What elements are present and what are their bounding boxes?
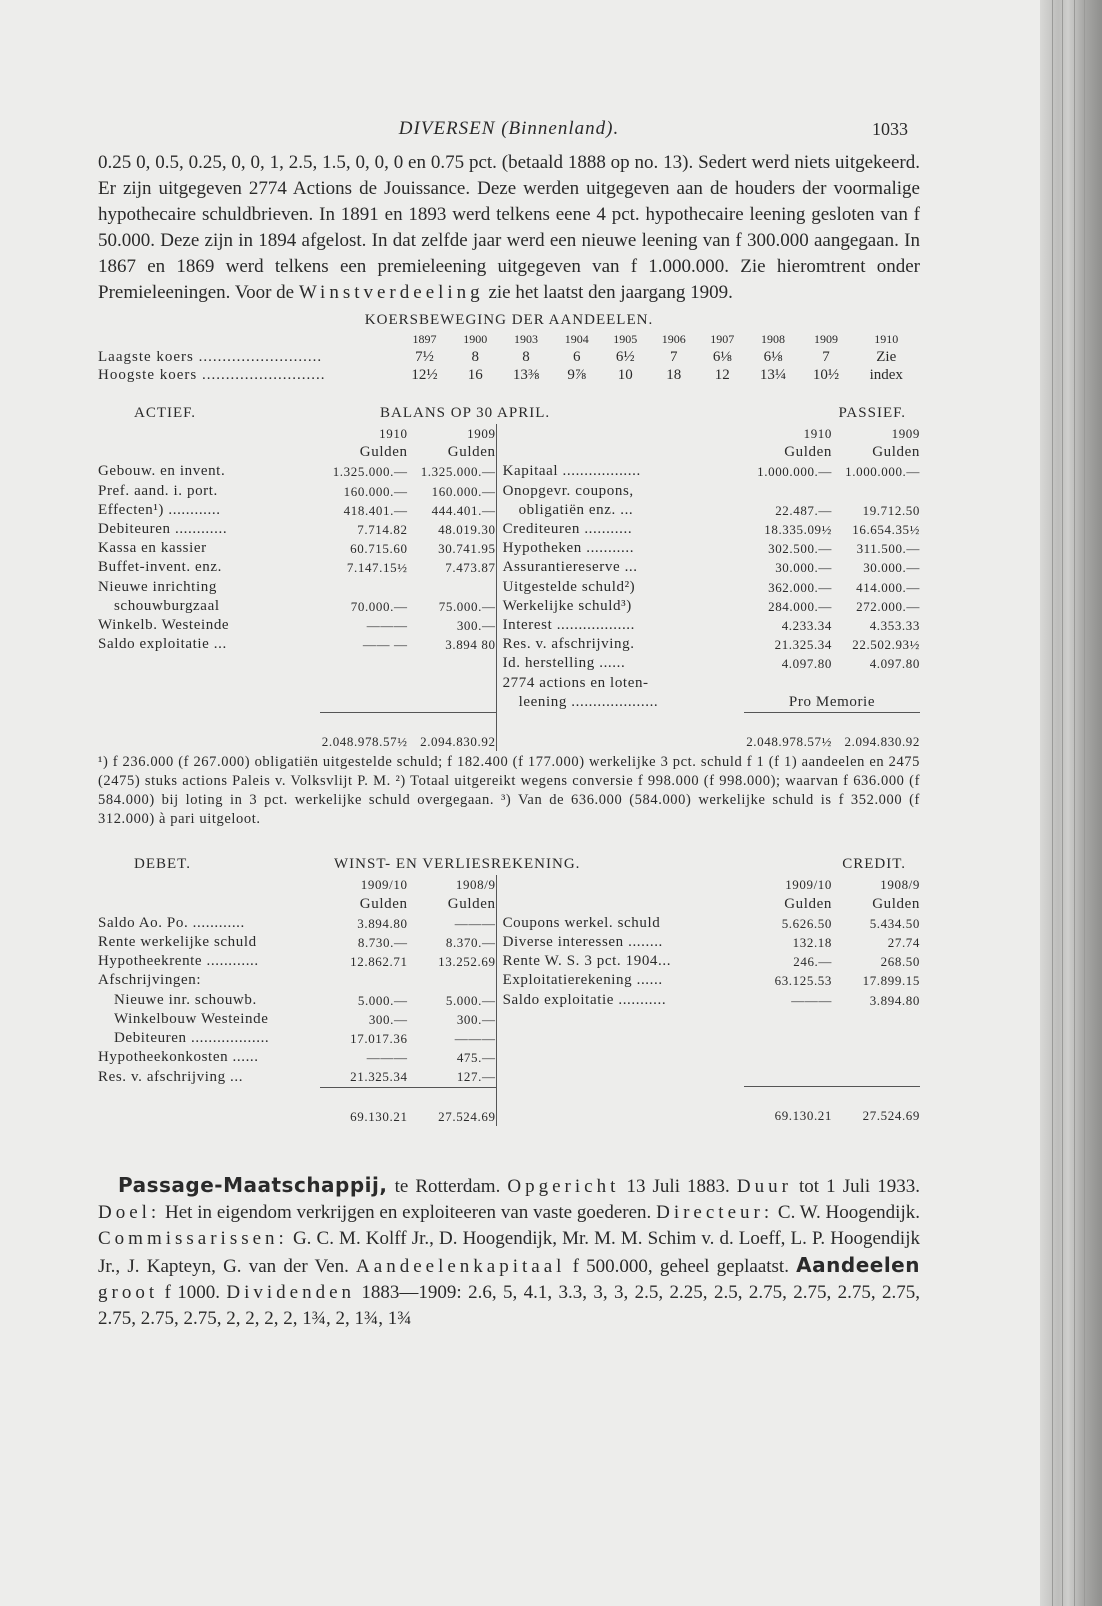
passief-year-col: 1909: [891, 426, 920, 441]
credit-label: Coupons werkel. schuld: [502, 914, 661, 931]
debet-label: Rente werkelijke schuld: [98, 934, 257, 951]
spaced-term: Aandeelenkapitaal: [356, 1256, 566, 1278]
debet-value: 21.325.34: [350, 1069, 408, 1085]
debet-row: [98, 1048, 496, 1067]
debet-label: Saldo Ao. Po. ............: [98, 914, 245, 931]
credit-rule-row: [503, 1087, 920, 1107]
credit-value: 3.894.80: [869, 992, 920, 1008]
koers-year: 1909: [814, 332, 839, 346]
credit-unit-col: Gulden: [784, 895, 832, 912]
blank-row: [503, 1010, 920, 1029]
koers-year: 1904: [564, 332, 589, 346]
passief-row: [503, 654, 920, 673]
credit-title: CREDIT.: [842, 856, 906, 873]
passief-value: 362.000.—: [768, 579, 832, 595]
entry-text: f 1000.: [158, 1282, 227, 1304]
koers-row-label: Hoogste koers ..........................: [98, 367, 326, 383]
actief-value: 75.000.—: [438, 598, 496, 614]
passief-label: Hypotheken ...........: [502, 540, 635, 557]
balans-ledger: [98, 424, 920, 751]
koers-year: 1906: [661, 332, 686, 346]
passief-label: Uitgestelde schuld²): [502, 578, 636, 595]
spacer: [98, 732, 320, 751]
actief-table: [98, 424, 496, 751]
debet-value: 17.017.36: [350, 1031, 408, 1047]
debet-table: [98, 875, 496, 1126]
koers-value: 8: [471, 349, 480, 365]
credit-unit-header: [503, 895, 920, 914]
spacer: [503, 1106, 744, 1125]
debet-value: 8.370.—: [445, 935, 496, 951]
debet-row: [98, 933, 496, 952]
blank-row: [503, 1048, 920, 1067]
actief-label: Nieuwe inrichting: [98, 578, 217, 595]
debet-side: [98, 875, 496, 1126]
actief-value: —— —: [362, 637, 408, 653]
koers-value: 12: [714, 367, 730, 383]
blank-row: [98, 674, 496, 693]
spacer: [503, 732, 744, 751]
passief-value: [832, 674, 920, 693]
passief-total-row: [503, 732, 920, 751]
spacer: [98, 875, 320, 894]
koers-row: [98, 366, 920, 384]
actief-label: Pref. aand. i. port.: [98, 482, 218, 499]
passief-row: [503, 635, 920, 654]
koers-value: 6⅛: [712, 349, 732, 365]
debet-value: 300.—: [368, 1011, 408, 1027]
debet-row: [98, 971, 496, 990]
passief-row: [503, 520, 920, 539]
debet-label: Winkelbouw Westeinde: [114, 1010, 269, 1027]
passief-label: 2774 actions en loten-: [502, 674, 649, 691]
passief-row: [503, 501, 920, 520]
spacer: [503, 1087, 744, 1107]
credit-value: 246.—: [793, 954, 832, 970]
debet-value: 5.000.—: [357, 992, 408, 1008]
spacer: [98, 443, 320, 462]
passief-value: 284.000.—: [768, 598, 832, 614]
debet-value: 475.—: [456, 1050, 496, 1066]
koers-value: 16: [467, 367, 483, 383]
actief-row: [98, 539, 496, 558]
actief-total: 2.094.830.92: [420, 733, 496, 749]
company-entry: [98, 1172, 920, 1332]
debet-value: 300.—: [456, 1011, 496, 1027]
passief-unit-col: Gulden: [872, 444, 920, 461]
spacer: [503, 895, 744, 914]
credit-value: 5.626.50: [781, 915, 832, 931]
koers-row: [98, 348, 920, 366]
koers-value: 6: [573, 349, 581, 365]
actief-title: ACTIEF.: [134, 405, 197, 421]
passief-row: [503, 616, 920, 635]
credit-row: [503, 971, 920, 990]
debet-year-col: 1909/10: [360, 877, 408, 893]
blank-row: [98, 654, 496, 673]
debet-title: DEBET.: [134, 856, 191, 873]
credit-row: [503, 991, 920, 1010]
actief-total: 2.048.978.57½: [321, 733, 408, 749]
spacer: [503, 424, 744, 443]
winst-ledger: [98, 875, 920, 1126]
spacer: [503, 713, 744, 733]
passief-total: 2.094.830.92: [844, 734, 920, 750]
debet-total: 27.524.69: [438, 1108, 496, 1124]
debet-value: 12.862.71: [350, 954, 408, 970]
actief-value: 160.000.—: [431, 483, 496, 499]
spacer: [98, 1087, 320, 1107]
entry-text: G. C. M. Kolff Jr., D. Hoogendijk, Mr. M. M. Schim v. d. Loeff, L. P. Hoogendijk Jr., J. Kapteyn, G. van der Ven.: [98, 1228, 920, 1278]
passief-label: Id. herstelling ......: [502, 655, 626, 672]
debet-value: [408, 971, 496, 990]
actief-unit-col: Gulden: [447, 444, 496, 461]
passief-value: 19.712.50: [862, 502, 920, 518]
koers-year: 1908: [761, 332, 785, 346]
actief-row: [98, 558, 496, 577]
passief-value: [744, 482, 832, 501]
actief-year-col: 1909: [467, 426, 496, 441]
credit-value: 132.18: [792, 935, 832, 951]
debet-year-col: 1908/9: [455, 877, 496, 893]
debet-row: [98, 1029, 496, 1048]
entry-text: C. W. Hoogendijk.: [773, 1202, 920, 1224]
passief-label: leening ....................: [518, 694, 659, 711]
actief-value: ———: [366, 618, 408, 634]
credit-table: [503, 875, 920, 1125]
actief-value: 7.714.82: [357, 522, 408, 538]
debet-row: [98, 1010, 496, 1029]
koers-title: KOERSBEWEGING DER AANDEELEN.: [364, 312, 654, 328]
passief-side: [496, 424, 920, 751]
debet-label: Res. v. afschrijving ...: [98, 1068, 244, 1085]
koers-value: 9⅞: [567, 367, 587, 383]
spaced-term: groot: [98, 1282, 159, 1304]
entry-text: 1883—1909: 2.6, 5, 4.1, 3.3, 3, 3, 2.5, 2.25, 2.5, 2.75, 2.75, 2.75, 2.75, 2.75, 2.75, 2.75, 2, 2, 2, 2, 1¾, 2, 1¾, 1¾: [98, 1282, 921, 1330]
company-name: Passage-Maatschappij,: [118, 1173, 388, 1198]
spaced-term: Commissarissen:: [98, 1228, 288, 1250]
actief-row: [98, 482, 496, 501]
entry-text: tot 1 Juli 1933.: [791, 1176, 920, 1198]
passief-value: 22.502.93½: [852, 637, 920, 653]
koers-value: 13¼: [759, 367, 787, 383]
passief-value: 1.000.000.—: [757, 464, 832, 480]
debet-year-header: [98, 875, 496, 894]
koers-value: 12½: [411, 367, 438, 383]
passief-label: Res. v. afschrijving.: [502, 636, 635, 653]
passief-value: [744, 674, 832, 693]
actief-total-row: [98, 732, 496, 751]
debet-unit-header: [98, 895, 496, 914]
credit-value: 268.50: [880, 954, 920, 970]
actief-row: [98, 520, 496, 539]
passief-value: 4.353.33: [869, 618, 920, 634]
footnotes: ¹) f 236.000 (f 267.000) obligatiën uitgestelde schuld; f 182.400 (f 177.000) werkelijke 3 pct. schuld f 1 (f 1) aandeelen en 2475 (2475) stuks actions Paleis v. Volksvlijt P. M. ²) Totaal uitgereikt wegens conversie f 998.000 (f 998.000); waarvan f 636.000 (f 584.000) bij loting in 3 pct. werkelijke schuld overgegaan. ³) Van de 636.000 (584.000) werkelijke schuld is f 352.000 (f 312.000) à pari uitgeloot.: [98, 754, 920, 828]
koers-value: 18: [666, 367, 682, 383]
entry-text: f 500.000, geheel geplaatst.: [565, 1256, 797, 1278]
passief-total-rule: [744, 713, 920, 733]
koers-year: 1910: [874, 332, 899, 346]
actief-label: Saldo exploitatie ...: [98, 636, 227, 653]
koers-value: Zie: [876, 349, 897, 365]
intro-text-end: zie het laatst den jaargang 1909.: [488, 282, 733, 303]
passief-value: Pro Memorie: [788, 693, 876, 710]
passief-row: [503, 578, 920, 597]
page-content: [98, 112, 920, 1332]
actief-row: [98, 597, 496, 616]
actief-value: 48.019.30: [438, 522, 496, 538]
credit-year-header: [503, 875, 920, 894]
passief-year-col: 1910: [803, 426, 832, 441]
actief-label: Kassa en kassier: [98, 540, 207, 557]
koers-value: 10: [617, 367, 633, 383]
koers-row-label: Laagste koers ..........................: [98, 349, 323, 365]
entry-text: Het in eigendom verkrijgen en exploiteeren van vaste goederen.: [160, 1202, 657, 1224]
passief-value: 4.097.80: [781, 656, 832, 672]
spacer: [98, 1107, 320, 1126]
credit-value: 17.899.15: [862, 973, 920, 989]
intro-spaced-term: Winstverdeeling: [298, 282, 484, 303]
actief-value: 30.741.95: [438, 541, 496, 557]
actief-value: 300.—: [456, 618, 496, 634]
actief-row: [98, 501, 496, 520]
debet-row: [98, 991, 496, 1010]
passief-value: 311.500.—: [856, 541, 920, 557]
spaced-term: Dividenden: [226, 1282, 356, 1304]
passief-row: [503, 539, 920, 558]
passief-unit-header: [503, 443, 920, 462]
entry-text: te Rotterdam.: [394, 1176, 508, 1198]
actief-row: [98, 578, 496, 597]
debet-value: [320, 971, 408, 990]
debet-value: 127.—: [456, 1069, 496, 1085]
spaced-term: Directeur:: [656, 1202, 774, 1224]
koers-years-row: [98, 330, 920, 348]
spaced-term: Duur: [736, 1176, 792, 1198]
passief-label: Kapitaal ..................: [502, 463, 641, 480]
actief-value: 7.147.15½: [346, 560, 408, 576]
credit-value: 27.74: [887, 935, 920, 951]
passief-row: [503, 482, 920, 501]
debet-row: [98, 914, 496, 933]
debet-label: Nieuwe inr. schouwb.: [114, 991, 257, 1008]
passief-label: Assurantiereserve ...: [502, 559, 638, 576]
debet-label: Debiteuren ..................: [114, 1030, 270, 1047]
actief-row: [98, 616, 496, 635]
actief-label: Winkelb. Westeinde: [98, 617, 230, 634]
koers-value: 7: [670, 349, 678, 365]
balans-title: BALANS OP 30 APRIL.: [380, 405, 551, 421]
passief-row: [503, 462, 920, 481]
passief-row: [503, 558, 920, 577]
actief-row: [98, 635, 496, 654]
bold-term: Aandeelen: [796, 1253, 920, 1278]
koers-value: 8: [522, 349, 530, 365]
credit-total: 69.130.21: [774, 1108, 832, 1124]
credit-value: 63.125.53: [774, 973, 832, 989]
passief-value: 18.335.09½: [764, 522, 832, 538]
koers-value: 10½: [812, 367, 840, 383]
actief-value: 1.325.000.—: [420, 464, 496, 480]
blank-row: [503, 1067, 920, 1086]
spacer: [98, 424, 320, 443]
entry-text: 13 Juli 1883.: [619, 1176, 737, 1198]
koers-year: 1900: [463, 332, 488, 346]
credit-row: [503, 952, 920, 971]
passief-value: 272.000.—: [856, 598, 920, 614]
passief-value: 16.654.35½: [852, 522, 920, 538]
debet-value: ———: [366, 1050, 408, 1066]
actief-value: 1.325.000.—: [332, 464, 408, 480]
actief-value: [408, 578, 496, 597]
passief-row: [503, 597, 920, 616]
credit-value: ———: [791, 992, 832, 1008]
passief-row: [503, 693, 920, 713]
passief-value: 302.500.—: [768, 541, 832, 557]
actief-value: [320, 578, 408, 597]
koers-value: 13⅜: [512, 367, 540, 383]
actief-value: 418.401.—: [343, 502, 408, 518]
actief-value: 70.000.—: [350, 598, 408, 614]
credit-total-row: [503, 1106, 920, 1125]
actief-label: Debiteuren ............: [98, 521, 228, 538]
actief-year-header: [98, 424, 496, 443]
debet-value: 5.000.—: [445, 992, 496, 1008]
passief-value: 414.000.—: [856, 579, 920, 595]
passief-value: 22.487.—: [775, 502, 832, 518]
debet-label: Hypotheekonkosten ......: [98, 1049, 259, 1066]
koers-year: 1905: [613, 332, 638, 346]
debet-total-rule: [320, 1087, 496, 1107]
intro-paragraph: [98, 150, 920, 306]
spaced-term: Doel:: [98, 1202, 161, 1224]
credit-label: Exploitatierekening ......: [502, 972, 663, 989]
debet-value: ———: [454, 915, 496, 931]
actief-rule-row: [98, 712, 496, 732]
debet-total: 69.130.21: [350, 1108, 408, 1124]
page-number: 1033: [872, 119, 908, 139]
actief-value: 7.473.87: [445, 560, 496, 576]
book-page-edge: [1040, 0, 1102, 1606]
actief-value: 60.715.60: [350, 541, 408, 557]
passief-label: Interest ..................: [502, 617, 635, 634]
credit-row: [503, 933, 920, 952]
debet-row: [98, 952, 496, 971]
actief-unit-header: [98, 443, 496, 462]
koers-value: 7: [822, 349, 830, 365]
debet-unit-col: Gulden: [447, 895, 496, 912]
passief-row: [503, 674, 920, 693]
actief-value: 160.000.—: [343, 483, 408, 499]
passief-value: 21.325.34: [774, 637, 832, 653]
debet-label: Afschrijvingen:: [98, 972, 202, 989]
debet-label: Hypotheekrente ............: [98, 953, 259, 970]
running-head: [98, 112, 920, 150]
passief-value: 4.233.34: [781, 618, 832, 634]
koers-value: index: [869, 367, 903, 383]
koers-year: 1907: [710, 332, 735, 346]
credit-label: Diverse interessen ........: [502, 934, 663, 951]
actief-year-col: 1910: [379, 426, 408, 441]
passief-unit-col: Gulden: [784, 444, 832, 461]
passief-value: 4.097.80: [869, 656, 920, 672]
actief-label: Effecten¹) ............: [98, 501, 221, 518]
credit-total-rule: [744, 1087, 920, 1107]
winst-heading: [98, 851, 920, 875]
intro-text: 0.25 0, 0.5, 0.25, 0, 0, 1, 2.5, 1.5, 0, 0, 0 en 0.75 pct. (betaald 1888 op no. 13). Sedert werd niets uitgekeerd. Er zijn uitgegeven 2774 Actions de Jouissance. Deze werden uitgegeven aan de houders der voormalige hypothecaire schuldbrieven. In 1891 en 1893 werd telkens eene 4 pct. hypothecaire leening gesloten van f 50.000. Deze zijn in 1894 afgelost. In dat zelfde jaar werd een nieuwe leening van f 300.000 aangegaan. In 1867 en 1869 werd telkens een premieleening uitgegeven van f 1.000.000. Zie hieromtrent onder Premieleeningen. Voor de: [98, 152, 920, 303]
passief-label: Crediteuren ...........: [502, 521, 633, 538]
balans-heading: [98, 400, 920, 424]
debet-value: 3.894.80: [357, 915, 408, 931]
passief-value: 30.000.—: [775, 560, 832, 576]
spaced-term: Opgericht: [507, 1176, 620, 1198]
debet-value: 13.252.69: [438, 954, 496, 970]
spacer: [98, 712, 320, 732]
debet-value: ———: [454, 1031, 496, 1047]
actief-side: [98, 424, 496, 751]
passief-label: Onopgevr. coupons,: [502, 482, 634, 499]
debet-total-row: [98, 1107, 496, 1126]
koers-value: 6⅛: [763, 349, 783, 365]
passief-value: [832, 482, 920, 501]
koers-year: 1897: [412, 332, 437, 346]
koers-year: 1903: [514, 332, 539, 346]
passief-rule-row: [503, 713, 920, 733]
passief-label: obligatiën enz. ...: [518, 501, 634, 518]
actief-row: [98, 462, 496, 481]
actief-label: schouwburgzaal: [114, 597, 220, 614]
running-title: DIVERSEN (Binnenland).: [398, 118, 620, 139]
credit-label: Saldo exploitatie ...........: [502, 991, 667, 1008]
koers-table: [98, 330, 920, 384]
koers-value: 7½: [415, 349, 434, 365]
actief-value: 3.894 80: [445, 637, 496, 653]
passief-label: Werkelijke schuld³): [502, 597, 632, 614]
credit-year-col: 1909/10: [785, 877, 832, 893]
spacer: [503, 875, 744, 894]
credit-side: [496, 875, 920, 1126]
actief-label: Gebouw. en invent.: [98, 463, 226, 480]
spacer: [503, 443, 744, 462]
passief-table: [503, 424, 920, 751]
credit-row: [503, 914, 920, 933]
actief-unit-col: Gulden: [359, 444, 408, 461]
winst-title: WINST- EN VERLIESREKENING.: [334, 856, 581, 873]
blank-row: [503, 1029, 920, 1048]
debet-row: [98, 1067, 496, 1087]
blank-row: [98, 693, 496, 712]
koers-value: 6½: [615, 349, 635, 365]
credit-value: 5.434.50: [869, 915, 920, 931]
actief-total-rule: [320, 712, 496, 732]
passief-title: PASSIEF.: [838, 405, 906, 421]
credit-label: Rente W. S. 3 pct. 1904...: [502, 953, 672, 970]
credit-unit-col: Gulden: [872, 895, 920, 912]
actief-value: 444.401.—: [431, 502, 496, 518]
debet-value: 8.730.—: [357, 935, 408, 951]
credit-year-col: 1908/9: [880, 877, 920, 893]
spacer: [98, 895, 320, 914]
passief-total: 2.048.978.57½: [746, 734, 832, 750]
passief-year-header: [503, 424, 920, 443]
debet-rule-row: [98, 1087, 496, 1107]
credit-total: 27.524.69: [862, 1108, 920, 1124]
passief-value: 30.000.—: [863, 560, 920, 576]
debet-unit-col: Gulden: [359, 895, 408, 912]
passief-value: 1.000.000.—: [845, 464, 920, 480]
actief-label: Buffet-invent. enz.: [98, 559, 223, 576]
